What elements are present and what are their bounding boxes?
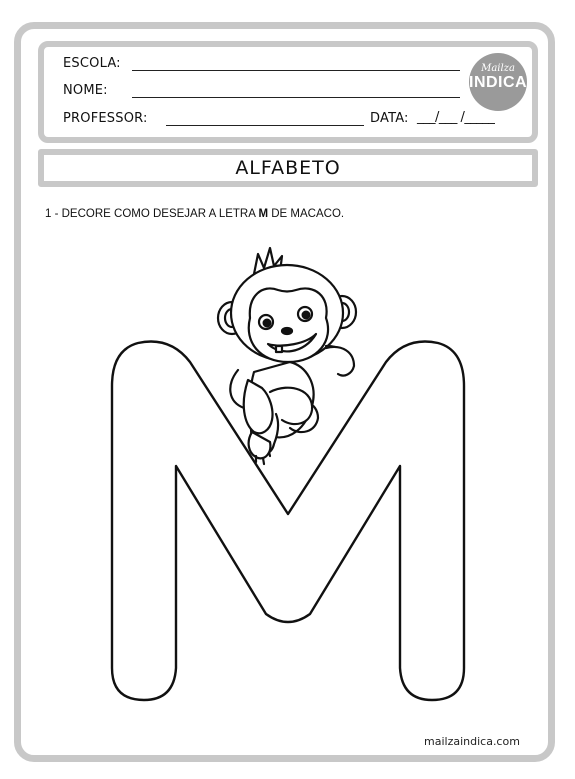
teacher-label: PROFESSOR:	[63, 111, 148, 126]
school-label: ESCOLA:	[63, 56, 121, 71]
instruction-prefix: 1 - DECORE COMO DESEJAR A LETRA	[45, 208, 259, 220]
date-field[interactable]: ___/___ /_____	[417, 110, 495, 125]
logo-main-text: INDICA	[469, 74, 528, 91]
logo-script-text: Mailza	[481, 63, 515, 74]
date-label: DATA:	[370, 111, 409, 126]
instruction-suffix: DE MACACO.	[268, 208, 345, 220]
name-label: NOME:	[63, 83, 108, 98]
footer-website: mailzaindica.com	[424, 735, 520, 748]
instruction-letter: M	[258, 208, 269, 220]
page-title: ALFABETO	[235, 157, 341, 179]
